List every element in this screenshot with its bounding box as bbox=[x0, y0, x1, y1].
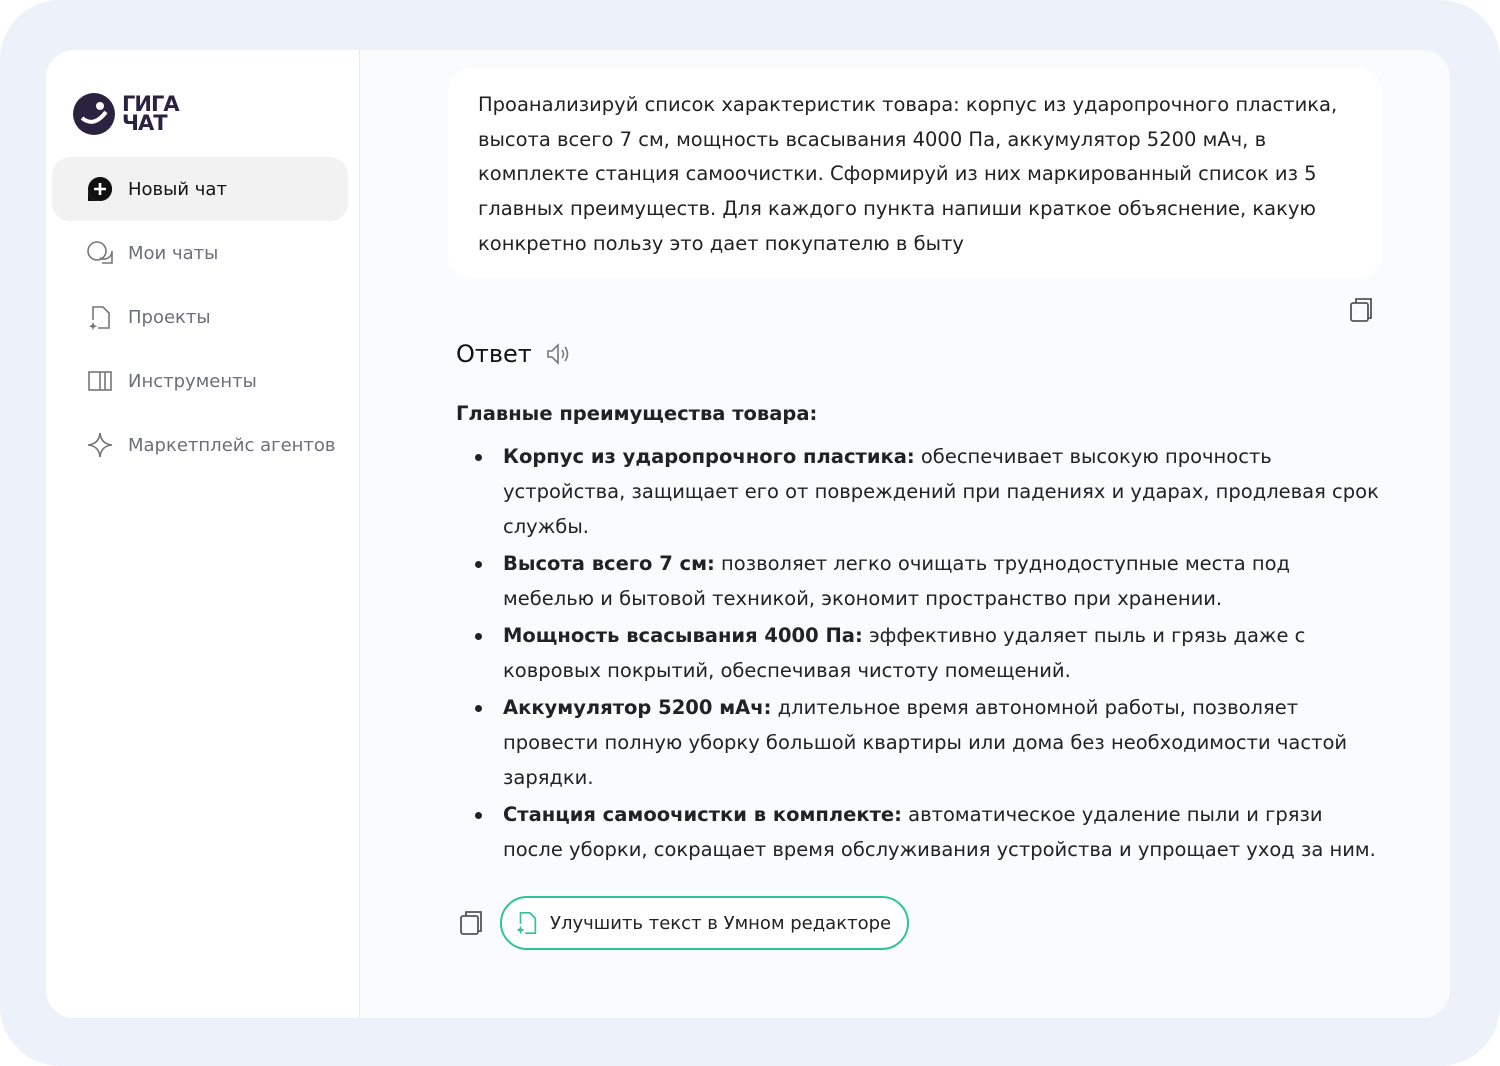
improve-text-label: Улучшить текст в Умном редакторе bbox=[550, 912, 892, 934]
list-item: Высота всего 7 см: позволяет легко очищать труднодоступные места под мебелью и бытовой техникой, экономит пространство при хранении. bbox=[456, 546, 1386, 616]
logo-icon bbox=[72, 92, 116, 136]
tools-icon bbox=[86, 367, 114, 395]
logo-text: ЧАТ bbox=[122, 111, 167, 135]
speaker-icon[interactable] bbox=[544, 340, 572, 368]
sidebar-item-label: Маркетплейс агентов bbox=[128, 434, 336, 456]
sidebar-item-projects[interactable] bbox=[52, 285, 348, 349]
sidebar-item-label: Новый чат bbox=[128, 178, 227, 200]
copy-answer-icon[interactable] bbox=[458, 909, 486, 937]
user-message: Проанализируй список характеристик товара: корпус из ударопрочного пластика, высота всего 7 см, мощность всасывания 4000 Па, аккумулятор 5200 мАч, в комплекте станция самоочистки. Сформируй из них маркированный список из 5 главных преимуществ. Для каждого пункта напиши краткое объяснение, какую конкретно пользу это дает покупателю в быту bbox=[448, 68, 1382, 278]
sidebar-item-label: Инструменты bbox=[128, 370, 257, 392]
sidebar-item-agents-marketplace[interactable] bbox=[52, 413, 348, 477]
plus-icon bbox=[86, 175, 114, 203]
answer-title: Ответ bbox=[456, 340, 532, 368]
gigachat-logo[interactable] bbox=[72, 92, 179, 136]
list-item: Мощность всасывания 4000 Па: эффективно удаляет пыль и грязь даже с ковровых покрытий, обеспечивая чистоту помещений. bbox=[456, 618, 1386, 688]
list-item: Корпус из ударопрочного пластика: обеспечивает высокую прочность устройства, защищает его от повреждений при падениях и ударах, продлевая срок службы. bbox=[456, 439, 1386, 544]
logo-text: ГИГА bbox=[122, 92, 179, 116]
project-icon bbox=[86, 303, 114, 331]
sidebar-item-new-chat[interactable] bbox=[52, 157, 348, 221]
chats-icon bbox=[86, 239, 114, 267]
sidebar-item-label: Проекты bbox=[128, 306, 211, 328]
sparkle-icon bbox=[86, 431, 114, 459]
sidebar-item-tools[interactable] bbox=[52, 349, 348, 413]
answer-heading: Главные преимущества товара: bbox=[456, 402, 818, 425]
list-item: Станция самоочистки в комплекте: автоматическое удаление пыли и грязи после уборки, сокращает время обслуживания устройства и упрощает уход за ним. bbox=[456, 797, 1386, 867]
advantages-list bbox=[456, 439, 1386, 867]
smart-editor-icon bbox=[514, 910, 540, 936]
sidebar bbox=[46, 50, 360, 1018]
app-panel bbox=[46, 50, 1450, 1018]
improve-text-button[interactable] bbox=[500, 896, 909, 950]
sidebar-item-my-chats[interactable] bbox=[52, 221, 348, 285]
sidebar-item-label: Мои чаты bbox=[128, 242, 219, 264]
answer-body bbox=[456, 396, 1386, 869]
copy-icon[interactable] bbox=[1348, 296, 1376, 324]
list-item: Аккумулятор 5200 мАч: длительное время автономной работы, позволяет провести полную уборку большой квартиры или дома без необходимости частой зарядки. bbox=[456, 690, 1386, 795]
